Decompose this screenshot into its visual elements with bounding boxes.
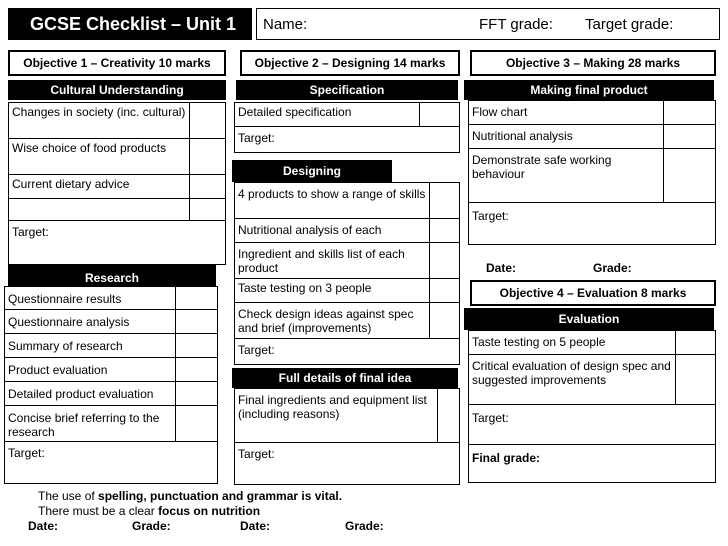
tick-box[interactable]: [430, 219, 460, 243]
checklist-item: Wise choice of food products: [9, 139, 190, 175]
tick-box[interactable]: [664, 125, 716, 149]
target-field[interactable]: Target:: [469, 203, 716, 245]
footer-emphasis: focus on nutrition: [158, 504, 261, 518]
table-row: [9, 139, 226, 175]
tick-box[interactable]: [176, 382, 218, 406]
student-info-bar: [256, 8, 720, 40]
table-row: [469, 331, 716, 355]
research-table: [4, 286, 218, 484]
target-field[interactable]: Target:: [5, 442, 218, 484]
final-idea-table: [234, 388, 460, 485]
table-row: [235, 389, 460, 443]
target-field[interactable]: Target:: [235, 339, 460, 365]
specification-heading: Specification: [236, 80, 458, 100]
checklist-item: Detailed specification: [235, 103, 420, 127]
table-row: [9, 199, 226, 221]
tick-box[interactable]: [664, 149, 716, 203]
checklist-item: Changes in society (inc. cultural): [9, 103, 190, 139]
specification-table: [234, 102, 460, 153]
final-idea-heading: Full details of final idea: [232, 368, 458, 388]
tick-box[interactable]: [176, 358, 218, 382]
footer-note-spag: [38, 489, 342, 503]
checklist-item: Questionnaire analysis: [5, 310, 176, 334]
tick-box[interactable]: [176, 310, 218, 334]
target-field[interactable]: Target:: [469, 405, 716, 445]
footer-emphasis: spelling, punctuation and grammar is vital.: [98, 489, 343, 503]
footer-text: There must be a clear: [38, 504, 159, 518]
footer-grade-1: Grade:: [132, 519, 171, 533]
table-row: [9, 103, 226, 139]
checklist-item: Ingredient and skills list of each product: [235, 243, 430, 279]
checklist-item: Taste testing on 5 people: [469, 331, 676, 355]
checklist-item: [9, 199, 190, 221]
obj3-grade-label: Grade:: [593, 261, 632, 275]
checklist-item: Taste testing on 3 people: [235, 279, 430, 303]
checklist-item: Critical evaluation of design spec and suggested improvements: [469, 355, 676, 405]
table-row: [235, 183, 460, 219]
final-grade-field[interactable]: Final grade:: [469, 445, 716, 483]
table-row: [5, 442, 218, 484]
cultural-understanding-table: [8, 102, 226, 265]
checklist-item: Concise brief referring to the research: [5, 406, 176, 442]
objective-2-header: Objective 2 – Designing 14 marks: [240, 50, 460, 76]
fft-grade-label: FFT grade:: [479, 16, 553, 33]
page-title: GCSE Checklist – Unit 1: [8, 8, 252, 40]
tick-box[interactable]: [676, 355, 716, 405]
tick-box[interactable]: [430, 243, 460, 279]
research-heading: Research: [8, 264, 216, 286]
checklist-item: Check design ideas against spec and brief (improvements): [235, 303, 430, 339]
tick-box[interactable]: [430, 183, 460, 219]
tick-box[interactable]: [190, 139, 226, 175]
tick-box[interactable]: [430, 279, 460, 303]
tick-box[interactable]: [176, 406, 218, 442]
tick-box[interactable]: [430, 303, 460, 339]
checklist-item: 4 products to show a range of skills: [235, 183, 430, 219]
name-label: Name:: [263, 16, 308, 33]
tick-box[interactable]: [438, 389, 460, 443]
table-row: [469, 101, 716, 125]
checklist-item: Nutritional analysis of each: [235, 219, 430, 243]
checklist-item: Detailed product evaluation: [5, 382, 176, 406]
checklist-item: Questionnaire results: [5, 287, 176, 310]
table-row: [469, 445, 716, 483]
tick-box[interactable]: [664, 101, 716, 125]
tick-box[interactable]: [190, 103, 226, 139]
table-row: [469, 149, 716, 203]
checklist-item: Summary of research: [5, 334, 176, 358]
tick-box[interactable]: [190, 199, 226, 221]
making-final-product-heading: Making final product: [464, 80, 714, 100]
objective-1-header: Objective 1 – Creativity 10 marks: [8, 50, 226, 76]
table-row: [5, 334, 218, 358]
table-row: [9, 175, 226, 199]
table-row: [9, 221, 226, 265]
target-field[interactable]: Target:: [235, 127, 460, 153]
tick-box[interactable]: [176, 334, 218, 358]
obj3-date-label: Date:: [486, 261, 517, 275]
table-row: [235, 243, 460, 279]
table-row: [235, 127, 460, 153]
designing-heading: Designing: [232, 160, 392, 182]
checklist-item: Product evaluation: [5, 358, 176, 382]
evaluation-heading: Evaluation: [464, 308, 714, 330]
table-row: [469, 203, 716, 245]
table-row: [469, 405, 716, 445]
objective-4-header: Objective 4 – Evaluation 8 marks: [470, 280, 716, 306]
checklist-item: Final ingredients and equipment list (including reasons): [235, 389, 438, 443]
footer-grade-2: Grade:: [345, 519, 384, 533]
table-row: [235, 103, 460, 127]
table-row: [5, 382, 218, 406]
footer-text: The use of: [38, 489, 99, 503]
tick-box[interactable]: [176, 287, 218, 310]
table-row: [235, 339, 460, 365]
table-row: [469, 355, 716, 405]
target-field[interactable]: Target:: [9, 221, 226, 265]
table-row: [235, 303, 460, 339]
evaluation-table: [468, 330, 716, 483]
table-row: [235, 443, 460, 485]
checklist-item: Nutritional analysis: [469, 125, 664, 149]
footer-date-1: Date:: [28, 519, 59, 533]
footer-date-2: Date:: [240, 519, 271, 533]
tick-box[interactable]: [190, 175, 226, 199]
footer-note-nutrition: [38, 504, 260, 518]
table-row: [469, 125, 716, 149]
tick-box[interactable]: [420, 103, 460, 127]
making-table: [468, 100, 716, 245]
checklist-item: Flow chart: [469, 101, 664, 125]
target-field[interactable]: Target:: [235, 443, 460, 485]
objective-3-header: Objective 3 – Making 28 marks: [470, 50, 716, 76]
cultural-understanding-heading: Cultural Understanding: [8, 80, 226, 100]
table-row: [5, 287, 218, 310]
table-row: [5, 310, 218, 334]
checklist-item: Demonstrate safe working behaviour: [469, 149, 664, 203]
designing-table: [234, 182, 460, 365]
table-row: [5, 406, 218, 442]
table-row: [235, 279, 460, 303]
target-grade-label: Target grade:: [585, 16, 674, 33]
table-row: [5, 358, 218, 382]
checklist-item: Current dietary advice: [9, 175, 190, 199]
table-row: [235, 219, 460, 243]
tick-box[interactable]: [676, 331, 716, 355]
